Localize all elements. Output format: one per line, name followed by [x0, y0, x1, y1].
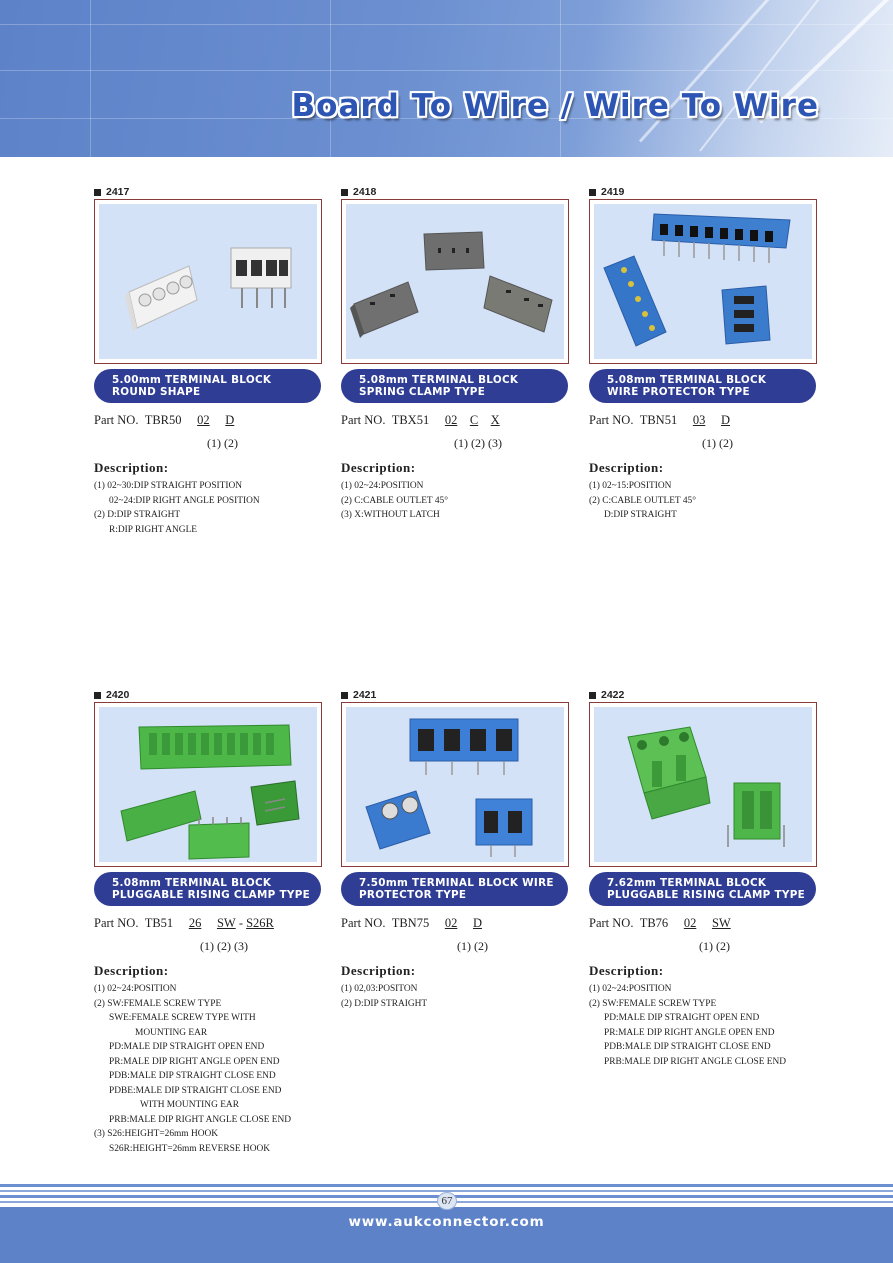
description-line: (1) 02~30:DIP STRAIGHT POSITION [94, 481, 243, 491]
description-line: (1) 02~24:POSITION [589, 984, 672, 994]
part-field-indices: (1) (2) [207, 436, 238, 450]
product-photo [99, 204, 317, 359]
description-line: D:DIP STRAIGHT [604, 510, 677, 520]
part-number: Part NO. TBX51 02 C X [341, 413, 500, 427]
product-2418 [341, 185, 571, 555]
description-line: (3) X:WITHOUT LATCH [341, 510, 440, 520]
description-line: (2) SW:FEMALE SCREW TYPE [589, 998, 717, 1009]
description-line: (2) C:CABLE OUTLET 45° [589, 495, 696, 506]
description-line: (2) C:CABLE OUTLET 45° [341, 495, 448, 506]
description-line: PRB:MALE DIP RIGHT ANGLE CLOSE END [604, 1056, 787, 1067]
description-heading: Description: [94, 963, 169, 978]
product-title-pill: 5.08mm TERMINAL BLOCK SPRING CLAMP TYPE [341, 369, 568, 403]
product-photo-frame [589, 199, 817, 364]
description-line: S26R:HEIGHT=26mm REVERSE HOOK [109, 1143, 271, 1154]
description-line: (1) 02,03:POSITON [341, 984, 418, 994]
page-title: Board To Wire / Wire To Wire [291, 88, 819, 124]
product-title-pill: 5.08mm TERMINAL BLOCK WIRE PROTECTOR TYPE [589, 369, 816, 403]
description-list [341, 479, 448, 523]
product-photo-frame [341, 199, 569, 364]
product-title-pill: 5.08mm TERMINAL BLOCK PLUGGABLE RISING CLAMP TYPE [94, 872, 321, 906]
description-line: PRB:MALE DIP RIGHT ANGLE CLOSE END [109, 1114, 292, 1125]
description-line: PR:MALE DIP RIGHT ANGLE OPEN END [604, 1027, 775, 1038]
part-field-indices: (1) (2) [457, 939, 488, 953]
description-line: (2) SW:FEMALE SCREW TYPE [94, 998, 222, 1009]
description-line: PD:MALE DIP STRAIGHT OPEN END [109, 1042, 265, 1052]
description-line: (1) 02~24:POSITION [94, 984, 177, 994]
description-line: PDB:MALE DIP STRAIGHT CLOSE END [604, 1042, 771, 1052]
description-line: (2) D:DIP STRAIGHT [341, 998, 428, 1009]
product-title-pill: 5.00mm TERMINAL BLOCK ROUND SHAPE [94, 369, 321, 403]
product-code: 2422 [589, 688, 819, 702]
product-photo-frame [94, 702, 322, 867]
product-photo [346, 204, 564, 359]
description-line: R:DIP RIGHT ANGLE [109, 524, 198, 535]
product-2422 [589, 688, 819, 1088]
website-link[interactable]: www.aukconnector.com [348, 1214, 545, 1230]
product-photo [346, 707, 564, 862]
product-code: 2421 [341, 688, 571, 702]
product-title-pill: 7.62mm TERMINAL BLOCK PLUGGABLE RISING CLAMP TYPE [589, 872, 816, 906]
part-number: Part NO. TBR50 02 D [94, 413, 235, 427]
header-banner [0, 0, 893, 157]
description-heading: Description: [589, 460, 664, 475]
part-field-indices: (1) (2) (3) [454, 436, 502, 450]
description-list [589, 479, 696, 523]
description-list [589, 982, 786, 1069]
product-2419 [589, 185, 819, 555]
description-list [94, 982, 291, 1156]
description-list [94, 479, 260, 537]
page-number: 67 [437, 1192, 457, 1210]
description-line: (2) D:DIP STRAIGHT [94, 510, 181, 520]
description-line: 02~24:DIP RIGHT ANGLE POSITION [109, 495, 260, 506]
product-2421 [341, 688, 571, 1048]
part-field-indices: (1) (2) [699, 939, 730, 953]
part-number: Part NO. TBN75 02 D [341, 916, 482, 930]
description-line: PDBE:MALE DIP STRAIGHT CLOSE END [109, 1085, 282, 1096]
product-photo-frame [341, 702, 569, 867]
product-code: 2417 [94, 185, 324, 199]
description-line: (3) S26:HEIGHT=26mm HOOK [94, 1129, 219, 1139]
product-title-pill: 7.50mm TERMINAL BLOCK WIRE PROTECTOR TYPE [341, 872, 568, 906]
product-2420 [94, 688, 324, 1168]
part-number: Part NO. TB76 02 SW [589, 916, 731, 930]
product-code: 2419 [589, 185, 819, 199]
product-photo [99, 707, 317, 862]
product-photo [594, 707, 812, 862]
product-photo [594, 204, 812, 359]
description-line: (1) 02~24:POSITION [341, 481, 424, 491]
description-line: PD:MALE DIP STRAIGHT OPEN END [604, 1013, 760, 1023]
part-number: Part NO. TB51 26 SW - S26R [94, 916, 274, 930]
description-line: PR:MALE DIP RIGHT ANGLE OPEN END [109, 1056, 280, 1067]
product-photo-frame [94, 199, 322, 364]
description-line: WITH MOUNTING EAR [140, 1100, 239, 1110]
description-heading: Description: [589, 963, 664, 978]
description-line: (1) 02~15:POSITION [589, 481, 672, 491]
description-list [341, 982, 427, 1011]
product-2417 [94, 185, 324, 555]
description-line: MOUNTING EAR [135, 1027, 208, 1038]
description-heading: Description: [341, 963, 416, 978]
product-code: 2418 [341, 185, 571, 199]
part-field-indices: (1) (2) (3) [200, 939, 248, 953]
description-heading: Description: [94, 460, 169, 475]
description-line: PDB:MALE DIP STRAIGHT CLOSE END [109, 1071, 276, 1081]
part-field-indices: (1) (2) [702, 436, 733, 450]
product-photo-frame [589, 702, 817, 867]
description-line: SWE:FEMALE SCREW TYPE WITH [109, 1013, 256, 1023]
description-heading: Description: [341, 460, 416, 475]
product-code: 2420 [94, 688, 324, 702]
part-number: Part NO. TBN51 03 D [589, 413, 730, 427]
